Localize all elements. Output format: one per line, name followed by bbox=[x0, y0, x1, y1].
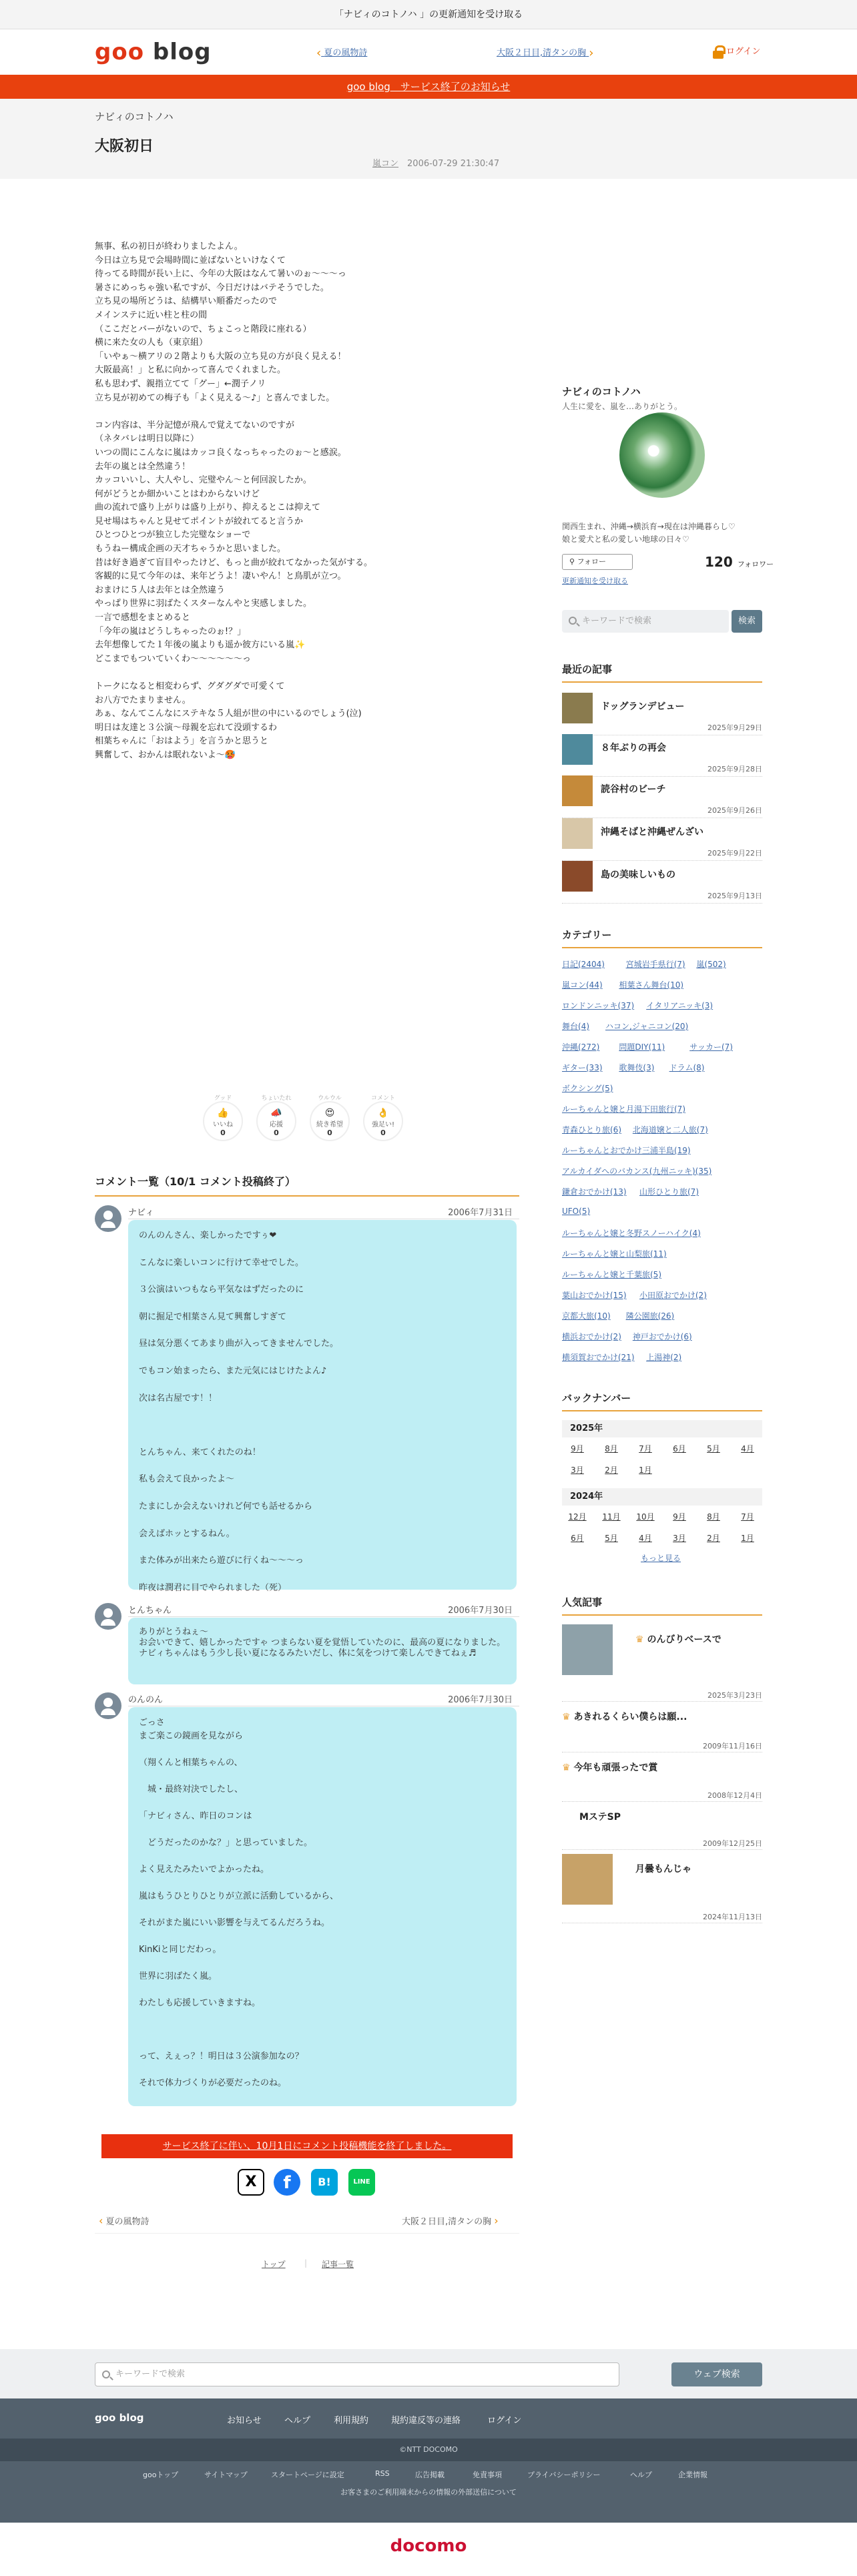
popular-post-thumbnail[interactable] bbox=[562, 1854, 613, 1905]
external-transmission-link[interactable]: お客さまのご利用端末からの情報の外部送信について bbox=[340, 2488, 517, 2497]
chevron-left-icon: ‹ bbox=[99, 2214, 103, 2227]
footer-link[interactable]: お知らせ bbox=[227, 2416, 262, 2426]
footer-sub-link[interactable]: ヘルプ bbox=[630, 2471, 652, 2479]
recent-post-title[interactable]: ドッグランデビュー bbox=[601, 701, 685, 712]
comment-item bbox=[95, 1603, 519, 1686]
category-link[interactable]: ルーちゃんと嬢と千葉旅(5) bbox=[562, 1270, 661, 1279]
hatena-icon: B! bbox=[318, 2176, 331, 2188]
backnumber-month-link[interactable]: 12月 bbox=[568, 1512, 587, 1522]
category-link[interactable]: 相葉さん舞台(10) bbox=[619, 980, 684, 990]
service-end-link[interactable]: goo blog サービス終了のお知らせ bbox=[346, 81, 511, 93]
recent-post-title[interactable]: 読谷村のビーチ bbox=[601, 784, 666, 795]
category-link[interactable]: ルーちゃんと嬢と冬野スノーハイク(4) bbox=[562, 1229, 701, 1238]
popular-post-item[interactable] bbox=[562, 1806, 762, 1850]
recent-post-date: 2025年9月13日 bbox=[707, 892, 762, 900]
docomo-logo[interactable]: docomo bbox=[390, 2536, 467, 2556]
chevron-left-icon: ‹ bbox=[316, 46, 322, 60]
recent-post-item[interactable] bbox=[562, 775, 762, 818]
header-prev-post-link[interactable]: ‹ 夏の風物詩 bbox=[316, 46, 368, 60]
avatar-icon bbox=[95, 1692, 121, 1719]
post-category-link[interactable]: 嵐コン bbox=[372, 159, 399, 169]
backnumber-month-link[interactable]: 1月 bbox=[639, 1466, 652, 1475]
update-notify-bar[interactable] bbox=[0, 0, 857, 29]
backnumber-header: バックナンバー bbox=[562, 1391, 762, 1411]
category-link[interactable]: 嵐(502) bbox=[696, 960, 726, 969]
comments-header: コメント一覧（10/1 コメント投稿終了） bbox=[95, 1173, 519, 1197]
footer-sub-link[interactable]: プライバシーポリシー bbox=[527, 2471, 601, 2479]
comment-date: 2006年7月30日 bbox=[448, 1695, 513, 1705]
backnumber-month-link[interactable]: 4月 bbox=[741, 1444, 754, 1454]
search-icon bbox=[102, 2370, 110, 2378]
footer-sub-link[interactable]: RSS bbox=[375, 2469, 390, 2478]
category-link[interactable]: 隣公園旅(26) bbox=[625, 1311, 675, 1321]
category-link[interactable]: 上湯神(2) bbox=[646, 1353, 682, 1362]
hatena-share-button[interactable] bbox=[311, 2169, 338, 2196]
separator: | bbox=[304, 2258, 308, 2268]
popular-post-item[interactable] bbox=[562, 1756, 762, 1802]
recent-post-title[interactable]: ８年ぶりの再会 bbox=[601, 743, 666, 753]
backnumber-month-link[interactable]: 7月 bbox=[639, 1444, 652, 1454]
backnumber-month-link[interactable]: 5月 bbox=[707, 1444, 720, 1454]
reaction-more-button[interactable]: ウルウル 😍 続き希望 0 bbox=[310, 1101, 350, 1141]
comment-author: とんちゃん bbox=[128, 1606, 172, 1616]
category-link[interactable]: 青森ひとり旅(6) bbox=[562, 1125, 621, 1135]
backnumber-month-link[interactable]: 8月 bbox=[707, 1512, 720, 1522]
footer-logo[interactable]: goo blog bbox=[95, 2412, 144, 2424]
backnumber-month-link[interactable]: 9月 bbox=[571, 1444, 584, 1454]
x-share-button[interactable] bbox=[238, 2169, 264, 2196]
category-link[interactable]: 日記(2404) bbox=[562, 960, 605, 969]
footer-sub-link[interactable]: 広告掲載 bbox=[415, 2471, 445, 2479]
recent-post-thumbnail[interactable] bbox=[562, 734, 593, 765]
backnumber-month-link[interactable]: 7月 bbox=[741, 1512, 754, 1522]
post-body: 無事、私の初日が終わりましたよん。 今日は立ち見で会場時間に並ばないといけなくて 待ってる時間が長い上に、今年の大阪はなんて暑いのぉ～～～っ 暑さにめっちゃ強い私ですが、今日だけはバテそうでした。 立ち見の場所どうは、結構早い順番だったので メインステに近い柱と柱の間 （ここだとバーがないので、ちょこっと階段に座れる） 横に来た女の人も（東京組） 「いやぁ～横アリの２階よりも大阪の立ち見の方が良く見える！ 大阪最高！」と私に向かって喜んでくれました。 私も思わず、親指立てて「グー」←潤子ノリ 立ち見が初めての梅子も「よく見える～♪」と喜んでました。 コン内容は、半分記憶が飛んで覚えてないのですが （ネタバレは明日以降に） いつの間にこんなに嵐はカッコ良くなっちゃったのぉ～と感涙。 去年の嵐とは全然違う！ カッコいいし、大人やし、完璧やん～と何回涙したか。 何がどうとか細かいことはわからないけど 曲の流れで盛り上がりは盛り上がり、抑えるとこは抑えて 見せ場はちゃんと見せてポイントが絞れてると言うか ひとつひとつが独立した完璧なショーで もうねー構成企画の天才ちゃうかと思いました。 昔は好き過ぎて盲目やったけど、もっと曲が絞れてなかった気がする。 客観的に見て今年のは、来年どうよ！凄いやん！と鳥肌が立つ。 おまけに５人は去年とは全然違う やっぱり世界に羽ばたくスターなんやと実感しました。 一言で感想をまとめると 「今年の嵐はどうしちゃったのぉ!？」 去年想像してた１年後の嵐よりも遥か彼方にいる嵐✨ どこまでもついていくわ～～～～～～っ トークになると相変わらず、グダグダで可愛くて お八方でたまりません。 あぁ、なんてこんなにステキな５人組が世の中にいるのでしょう(泣) 明日は友達と３公演～母親を忘れて没頭するわ 相葉ちゃんに「おはよう」を言うかと思うと 興奮して、おかんは眠れないよ～🥵 bbox=[95, 242, 373, 760]
popular-post-date: 2025年3月23日 bbox=[707, 1691, 762, 1700]
line-icon: LINE bbox=[353, 2178, 370, 2186]
comment-date: 2006年7月30日 bbox=[448, 1606, 513, 1616]
popular-post-title[interactable]: ♛ あきれるくらい僕らは願... bbox=[562, 1712, 687, 1722]
footer-sub-link[interactable]: gooトップ bbox=[143, 2471, 179, 2479]
category-link[interactable]: 問題DIY(11) bbox=[619, 1042, 665, 1052]
chevron-right-icon: › bbox=[589, 46, 594, 60]
readers-link[interactable]: 更新通知を受け取る bbox=[562, 577, 628, 585]
reaction-ok-button[interactable]: コメント 👌 強足い! 0 bbox=[363, 1101, 403, 1141]
category-link[interactable]: 沖縄(272) bbox=[562, 1042, 600, 1052]
recent-post-date: 2025年9月29日 bbox=[707, 723, 762, 732]
category-link[interactable]: ドラム(8) bbox=[669, 1063, 705, 1072]
recent-post-date: 2025年9月26日 bbox=[707, 806, 762, 815]
top-link[interactable]: トップ bbox=[262, 2260, 286, 2269]
popular-header: 人気記事 bbox=[562, 1595, 762, 1616]
backnumber-month-link[interactable]: 11月 bbox=[602, 1512, 621, 1522]
comment-closed-notice bbox=[101, 2134, 513, 2158]
backnumber-month-link[interactable]: 6月 bbox=[673, 1444, 686, 1454]
footer-sub-link[interactable]: 企業情報 bbox=[678, 2471, 707, 2479]
backnumber-month-link[interactable]: 5月 bbox=[605, 1534, 618, 1543]
crown-icon: ♛ bbox=[562, 1762, 574, 1773]
footer-sub-link[interactable]: サイトマップ bbox=[204, 2471, 248, 2479]
comment-body: のんのんさん、楽しかったですぅ❤ こんなに楽しいコンに行けて幸せでした。 ３公演はいつもなら平気なはずだったのに 朝に掘足で相葉さん見て興奮しすぎて 昼は気分悪くてあまり曲が入ってきませんでした。 でもコン始まったら、また元気にはじけたよん♪ 次は名古屋です！！ とんちゃん、来てくれたのね！ 私も会えて良かったよ～ たまにしか会えないけれど何でも話せるから 会えばホッとするねん。 また体みが出来たら遊びに行くね～～～っ 昨夜は潤君に目でやられました（死） bbox=[128, 1220, 517, 1590]
category-link[interactable]: 嵐コン(44) bbox=[562, 980, 603, 990]
service-end-banner bbox=[0, 75, 857, 99]
backnumber-month-link[interactable]: 9月 bbox=[673, 1512, 686, 1522]
backnumber-month-link[interactable]: 4月 bbox=[639, 1534, 652, 1543]
recent-posts-header: 最近の記事 bbox=[562, 662, 762, 683]
category-link[interactable]: イタリアニッキ(3) bbox=[646, 1001, 713, 1010]
line-share-button[interactable] bbox=[348, 2169, 375, 2196]
backnumber-month-link[interactable]: 2月 bbox=[707, 1534, 720, 1543]
chevron-right-icon: › bbox=[494, 2214, 499, 2227]
facebook-share-button[interactable] bbox=[274, 2169, 300, 2196]
header-next-post-link[interactable]: 大阪２日目,清タンの胸 › bbox=[497, 46, 594, 60]
recent-post-title[interactable]: 島の美味しいもの bbox=[601, 870, 675, 880]
x-icon: X bbox=[245, 2174, 257, 2190]
recent-post-date: 2025年9月22日 bbox=[707, 849, 762, 858]
recent-post-thumbnail[interactable] bbox=[562, 693, 593, 723]
backnumber-month-link[interactable]: 1月 bbox=[741, 1534, 754, 1543]
comment-divider bbox=[128, 1616, 519, 1617]
footer-link[interactable]: ヘルプ bbox=[284, 2416, 311, 2426]
megaphone-icon: 📣 bbox=[270, 1108, 282, 1118]
comment-item bbox=[95, 1205, 519, 1592]
category-link[interactable]: ロンドンニッキ(37) bbox=[562, 1001, 635, 1010]
popular-post-title[interactable]: 月曇もんじゃ bbox=[635, 1864, 691, 1875]
comment-body: ありがとうねぇ～ お会いできて、嬉しかったですゃ つまらない夏を覚悟していたのに、最高の夏になりました。ナビィちゃんはもう少し長い夏になるみたいだし、体に気をつけて楽しんできてねぇ♬ bbox=[128, 1618, 517, 1684]
follower-count: 120 フォロワー bbox=[705, 554, 774, 570]
category-link[interactable]: 舞台(4) bbox=[562, 1022, 589, 1031]
reaction-cheer-button[interactable]: ちょいたれ 📣 応援 0 bbox=[256, 1101, 296, 1141]
popular-post-item[interactable] bbox=[562, 1706, 762, 1752]
popular-post-date: 2024年11月13日 bbox=[703, 1913, 762, 1921]
recent-post-item[interactable] bbox=[562, 818, 762, 861]
popular-post-title[interactable]: MステSP bbox=[579, 1812, 621, 1823]
category-link[interactable]: 歌舞伎(3) bbox=[619, 1063, 655, 1072]
popular-post-title[interactable]: ♛ のんびりベースで bbox=[635, 1634, 722, 1645]
comment-closed-link[interactable]: サービス終了に伴い、10月1日にコメント投稿機能を終了しました。 bbox=[162, 2141, 452, 2152]
web-search-button[interactable]: ウェブ検索 bbox=[671, 2362, 762, 2386]
update-notify-text[interactable]: 「ナビィのコトノハ 」の更新通知を受け取る bbox=[334, 9, 523, 20]
popular-post-title[interactable]: ♛ 今年も頑張ったで賞 bbox=[562, 1762, 658, 1773]
comment-item bbox=[95, 1692, 519, 2109]
footer-sub-link[interactable]: スタートページに設定 bbox=[271, 2471, 344, 2479]
facebook-icon: f bbox=[283, 2173, 291, 2193]
search-icon bbox=[569, 617, 577, 625]
recent-post-item[interactable] bbox=[562, 693, 762, 735]
post-title: 大阪初日 bbox=[95, 138, 154, 155]
copyright: ©NTT DOCOMO bbox=[0, 2439, 857, 2461]
backnumber-month-link[interactable]: 3月 bbox=[673, 1534, 686, 1543]
popular-post-thumbnail[interactable] bbox=[562, 1624, 613, 1675]
recent-post-title[interactable]: 沖縄そばと沖縄ぜんざい bbox=[601, 827, 703, 838]
category-link[interactable]: 鎌倉おでかけ(13) bbox=[562, 1187, 627, 1197]
profile-bio: 関西生まれ、沖縄→横浜育→現在は沖縄暮らし♡ 娘と愛犬と私の愛しい地球の日々♡ bbox=[562, 522, 736, 544]
category-link[interactable]: ルーちゃんとおでかけ三浦半島(19) bbox=[562, 1146, 691, 1155]
category-link[interactable]: 横浜おでかけ(2) bbox=[562, 1332, 621, 1341]
popular-post-date: 2009年12月25日 bbox=[703, 1839, 762, 1848]
avatar-icon bbox=[95, 1205, 121, 1232]
backnumber-month-link[interactable]: 2月 bbox=[605, 1466, 618, 1475]
post-meta bbox=[372, 156, 499, 169]
recent-post-date: 2025年9月28日 bbox=[707, 765, 762, 773]
article-list-link[interactable]: 記事一覧 bbox=[322, 2260, 354, 2269]
ok-hand-icon: 👌 bbox=[377, 1108, 389, 1118]
recent-post-item[interactable] bbox=[562, 861, 762, 904]
recent-post-item[interactable] bbox=[562, 734, 762, 777]
category-link[interactable]: サッカー(7) bbox=[689, 1042, 733, 1052]
category-link[interactable]: 北海道嬢と二人旅(7) bbox=[632, 1125, 708, 1135]
backnumber-month-link[interactable]: 8月 bbox=[605, 1444, 618, 1454]
backnumber-month-link[interactable]: 10月 bbox=[636, 1512, 655, 1522]
category-link[interactable]: 横須賀おでかけ(21) bbox=[562, 1353, 635, 1362]
category-header: カテゴリー bbox=[562, 928, 762, 948]
category-link[interactable]: ルーちゃんと嬢と山梨旅(11) bbox=[562, 1249, 667, 1259]
sidebar-search-button[interactable]: 検索 bbox=[732, 610, 762, 633]
popular-post-item[interactable] bbox=[562, 1854, 762, 1923]
popular-post-item[interactable] bbox=[562, 1624, 762, 1702]
face-icon: 😍 bbox=[324, 1108, 335, 1118]
sidebar-search-input[interactable]: キーワードで検索 bbox=[562, 610, 729, 633]
category-link[interactable]: アルカイダへのバカンス(九州ニッキ)(35) bbox=[562, 1167, 712, 1176]
popular-post-date: 2009年11月16日 bbox=[703, 1742, 762, 1750]
popular-post-date: 2008年12月4日 bbox=[707, 1791, 762, 1800]
crown-icon: ♛ bbox=[635, 1634, 647, 1645]
category-link[interactable]: 山形ひとり旅(7) bbox=[639, 1187, 699, 1197]
category-link[interactable]: ボクシング(5) bbox=[562, 1084, 613, 1093]
comment-author: ナビィ bbox=[128, 1208, 154, 1218]
category-link[interactable]: 葉山おでかけ(15) bbox=[562, 1291, 627, 1300]
footer-sub-link[interactable]: 免責事項 bbox=[473, 2471, 502, 2479]
footer-link[interactable]: ログイン bbox=[487, 2416, 522, 2426]
crown-icon: ♛ bbox=[562, 1712, 574, 1722]
footer-link[interactable]: 利用規約 bbox=[334, 2416, 369, 2426]
comment-body: ごっさ まご楽この鏡画を見ながら （翔くんと相葉ちゃんの、 城・最終対決でしたし、 「ナビィさん、昨日のコンは どうだったのかな？」と思っていました。 よく見えたみたいでよかったね。 嵐はもうひとりひとりが立派に活動しているから、 それがまた嵐にいい影響を与えてるんだろうね。 KinKiと同じだわっ。 世界に羽ばたく嵐。 わたしも応援していきますね。 って、えぇっ？！明日は３公演参加なの？ それで体力づくりが必要だったのね。 bbox=[128, 1707, 517, 2106]
backnumber-year: 2024年 bbox=[562, 1488, 762, 1506]
avatar-icon bbox=[95, 1603, 121, 1630]
category-link[interactable]: 神戸おでかけ(6) bbox=[632, 1332, 692, 1341]
category-link[interactable]: 小田原おでかけ(2) bbox=[639, 1291, 707, 1300]
category-link[interactable]: UFO(5) bbox=[562, 1207, 591, 1216]
category-link[interactable]: ハコン,ジャニコン(20) bbox=[605, 1022, 689, 1031]
divider bbox=[95, 2233, 519, 2234]
category-link[interactable]: ルーちゃんと嬢と月湯下田旅行(7) bbox=[562, 1104, 685, 1114]
comment-date: 2006年7月31日 bbox=[448, 1208, 513, 1218]
reaction-like-button[interactable]: グッド 👍 いいね 0 bbox=[203, 1101, 243, 1141]
comment-author: のんのん bbox=[128, 1695, 164, 1705]
backnumber-year: 2025年 bbox=[562, 1420, 762, 1437]
user-icon: ⚲ bbox=[569, 557, 577, 566]
post-datetime: 2006-07-29 21:30:47 bbox=[407, 159, 500, 169]
category-link[interactable]: 京都大旅(10) bbox=[562, 1311, 611, 1321]
prev-post-link[interactable]: ‹ 夏の風物詩 bbox=[99, 2214, 150, 2227]
backnumber-month-link[interactable]: 3月 bbox=[571, 1466, 584, 1475]
goo-blog-logo[interactable]: goo blog bbox=[95, 39, 212, 65]
footer-link[interactable]: 規約違反等の連絡 bbox=[391, 2416, 461, 2426]
backnumber-month-link[interactable]: 6月 bbox=[571, 1534, 584, 1543]
recent-post-thumbnail[interactable] bbox=[562, 818, 593, 849]
category-link[interactable]: 宮城岩手県行(7) bbox=[625, 960, 685, 969]
profile-avatar[interactable] bbox=[619, 412, 705, 498]
login-link[interactable]: ログイン bbox=[713, 44, 760, 59]
recent-post-thumbnail[interactable] bbox=[562, 775, 593, 806]
more-backnumber-link[interactable]: もっと見る bbox=[641, 1554, 681, 1563]
blog-name[interactable]: ナビィのコトノハ bbox=[95, 111, 174, 123]
follow-button[interactable]: ⚲ フォロー bbox=[562, 554, 633, 570]
web-search-input[interactable]: キーワードで検索 bbox=[95, 2362, 619, 2386]
thumbs-up-icon: 👍 bbox=[217, 1108, 229, 1118]
next-post-link[interactable]: 大阪２日目,清タンの胸 › bbox=[402, 2214, 499, 2227]
category-link[interactable]: ギター(33) bbox=[562, 1063, 603, 1072]
lock-icon bbox=[713, 45, 724, 59]
recent-post-thumbnail[interactable] bbox=[562, 861, 593, 892]
profile-tagline: 人生に愛を、嵐を…ありがとう。 bbox=[562, 402, 683, 411]
profile-name[interactable]: ナビィのコトノハ bbox=[562, 386, 641, 398]
